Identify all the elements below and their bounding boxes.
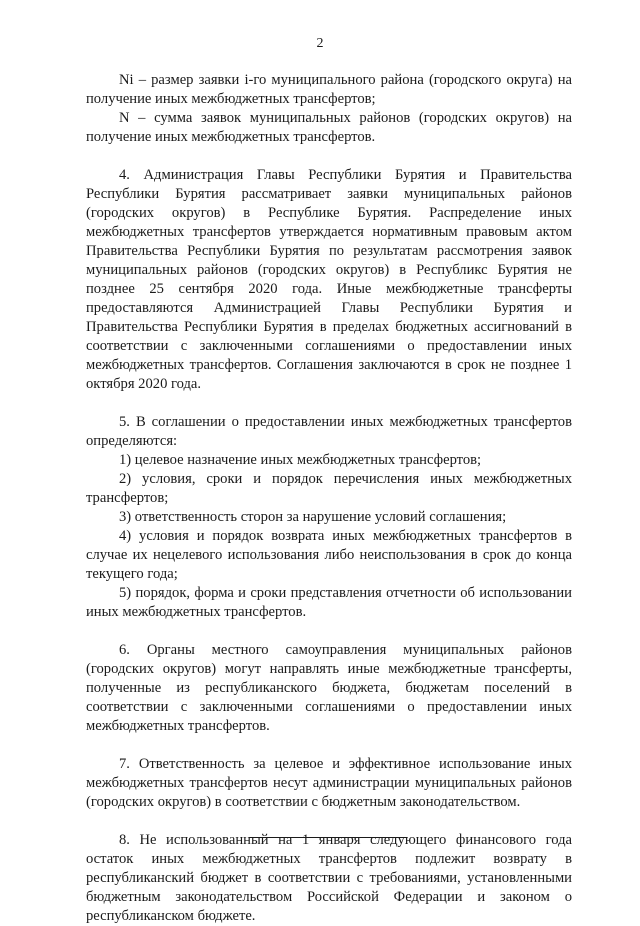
clause-4: 4. Администрация Главы Республики Бурятия и Правительства Республики Бурятия рассматривает заявки муниципальных районов (городских округов) в Республике Бурятия. Распределение иных межбюджетных трансфертов утверждается нормативным правовым актом Правительства Республики Бурятия по результатам рассмотрения заявок муниципальных районов (городских округов) в Республикс Бурятия не позднее 25 сентября 2020 года. Иные межбюджетные трансферты предоставляются Администрацией Главы Республики Бурятия и Правительства Республики Бурятия в пределах бюджетных ассигнований в соответствии с заключенными соглашениями о предоставлении иных межбюджетных трансфертов. Соглашения заключаются в срок не позднее 1 октября 2020 года. (86, 167, 572, 392)
page-number: 2 (316, 36, 324, 51)
document-body (86, 71, 572, 926)
definition-ni: Ni – размер заявки i-го муниципального района (городского округа) на получение иных межбюджетных трансфертов; (86, 72, 572, 107)
clause-5-item-2: 2) условия, сроки и порядок перечисления иных межбюджетных трансфертов; (86, 471, 572, 506)
definition-n: N – сумма заявок муниципальных районов (городских округов) на получение иных межбюджетных трансфертов. (86, 110, 572, 145)
clause-5-item-5: 5) порядок, форма и сроки представления отчетности об использовании иных межбюджетных трансфертов. (86, 585, 572, 620)
clause-7: 7. Ответственность за целевое и эффективное использование иных межбюджетных трансфертов несут администрации муниципальных районов (городских округов) в соответствии с бюджетным законодательством. (86, 756, 572, 810)
clause-6: 6. Органы местного самоуправления муниципальных районов (городских округов) могут направлять иные межбюджетные трансферты, полученные из республиканского бюджета, бюджетам поселений в соответствии с заключенными соглашениями о предоставлении иных межбюджетных трансфертов. (86, 642, 572, 734)
closing-divider (249, 837, 407, 838)
clause-8: 8. Не использованный на 1 января следующего финансового года остаток иных межбюджетных трансфертов подлежит возврату в республиканский бюджет в соответствии с требованиями, установленными бюджетным законодательством Российской Федерации и законом о республиканском бюджете. (86, 832, 572, 924)
clause-5-intro: 5. В соглашении о предоставлении иных межбюджетных трансфертов определяются: (86, 414, 572, 449)
clause-5-item-3: 3) ответственность сторон за нарушение условий соглашения; (119, 509, 507, 525)
clause-5-item-4: 4) условия и порядок возврата иных межбюджетных трансфертов в случае их нецелевого использования либо неиспользования в срок до конца текущего года; (86, 528, 572, 582)
clause-5-item-1: 1) целевое назначение иных межбюджетных трансфертов; (119, 452, 482, 468)
